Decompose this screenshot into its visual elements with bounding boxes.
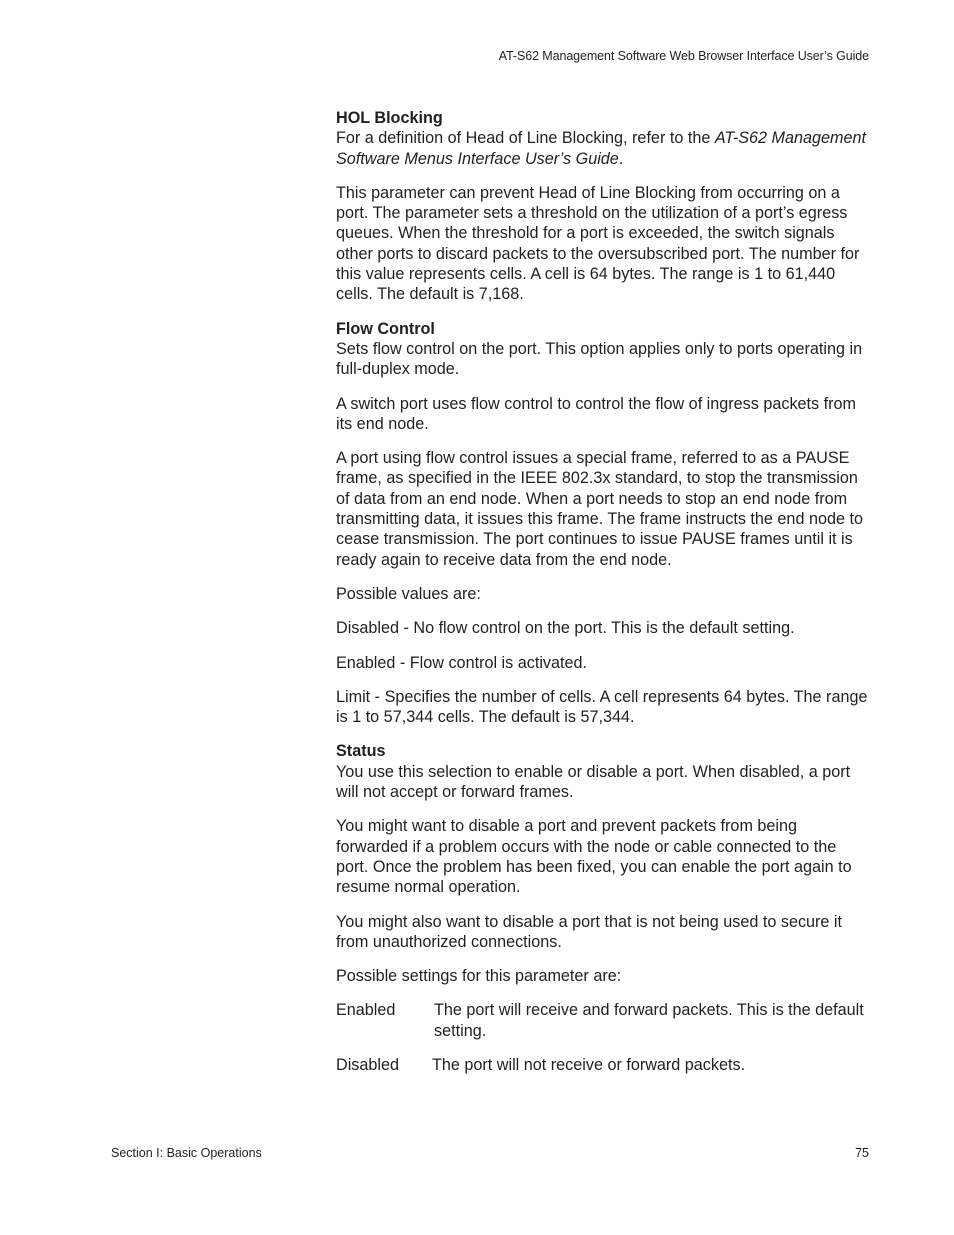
section-heading-hol-blocking: HOL Blocking — [336, 109, 443, 127]
setting-term: Disabled — [336, 1055, 399, 1074]
flow-paragraph-1: Sets flow control on the port. This option applies only to ports operating in full-duplex mode. — [336, 339, 863, 379]
page-number: 75 — [855, 1146, 869, 1160]
status-paragraph-4: Possible settings for this parameter are: — [336, 967, 622, 986]
flow-paragraph-3: A port using flow control issues a special frame, referred to as a PAUSE frame, as specified in the IEEE 802.3x standard, to stop the transmission of data from an end node. When a port needs to stop an end node from transmitting data, it issues this frame. The frame instructs the end node to cease transmission. The port continues to issue PAUSE frames until it is ready again to receive data from the end node. — [336, 449, 863, 569]
flow-paragraph-7: Limit - Specifies the number of cells. A cell represents 64 bytes. The range is 1 to 57,344 cells. The default is 57,344. — [336, 687, 868, 727]
status-paragraph-1: You use this selection to enable or disable a port. When disabled, a port will not accept or forward frames. — [336, 762, 851, 802]
main-content — [336, 108, 868, 1089]
hol-paragraph-2: This parameter can prevent Head of Line Blocking from occurring on a port. The parameter sets a threshold on the utilization of a port’s egress queues. When the threshold for a port is exceeded, the switch signals other ports to discard packets to the oversubscribed port. The number for this value represents cells. A cell is 64 bytes. The range is 1 to 61,440 cells. The default is 7,168. — [336, 183, 860, 304]
flow-paragraph-5: Disabled - No flow control on the port. This is the default setting. — [336, 619, 795, 638]
flow-paragraph-6: Enabled - Flow control is activated. — [336, 653, 588, 672]
hol-p1-end: . — [618, 149, 624, 168]
running-header: AT-S62 Management Software Web Browser Interface User’s Guide — [498, 49, 869, 63]
setting-description: The port will not receive or forward packets. — [432, 1055, 746, 1074]
section-heading-status: Status — [336, 742, 386, 761]
status-paragraph-3: You might also want to disable a port that is not being used to secure it from unauthorized connections. — [336, 912, 843, 951]
setting-row-disabled — [336, 1055, 868, 1075]
setting-row-enabled — [336, 1000, 868, 1041]
section-heading-flow-control: Flow Control — [336, 319, 435, 338]
hol-p1-text: For a definition of Head of Line Blocking, refer to the — [336, 129, 715, 148]
hol-paragraph-1 — [336, 128, 868, 169]
status-paragraph-2: You might want to disable a port and prevent packets from being forwarded if a problem occurs with the node or cable connected to the port. Once the problem has been fixed, you can enable the port again to resume normal operation. — [336, 817, 852, 897]
setting-term: Enabled — [336, 1001, 396, 1020]
footer-section-label: Section I: Basic Operations — [111, 1146, 262, 1160]
flow-paragraph-2: A switch port uses flow control to control the flow of ingress packets from its end node. — [336, 394, 857, 433]
guide-reference: AT-S62 Management Software Menus Interface User’s Guide — [336, 129, 866, 168]
setting-description: The port will receive and forward packets. This is the default setting. — [434, 1001, 864, 1040]
flow-paragraph-4: Possible values are: — [336, 584, 481, 603]
